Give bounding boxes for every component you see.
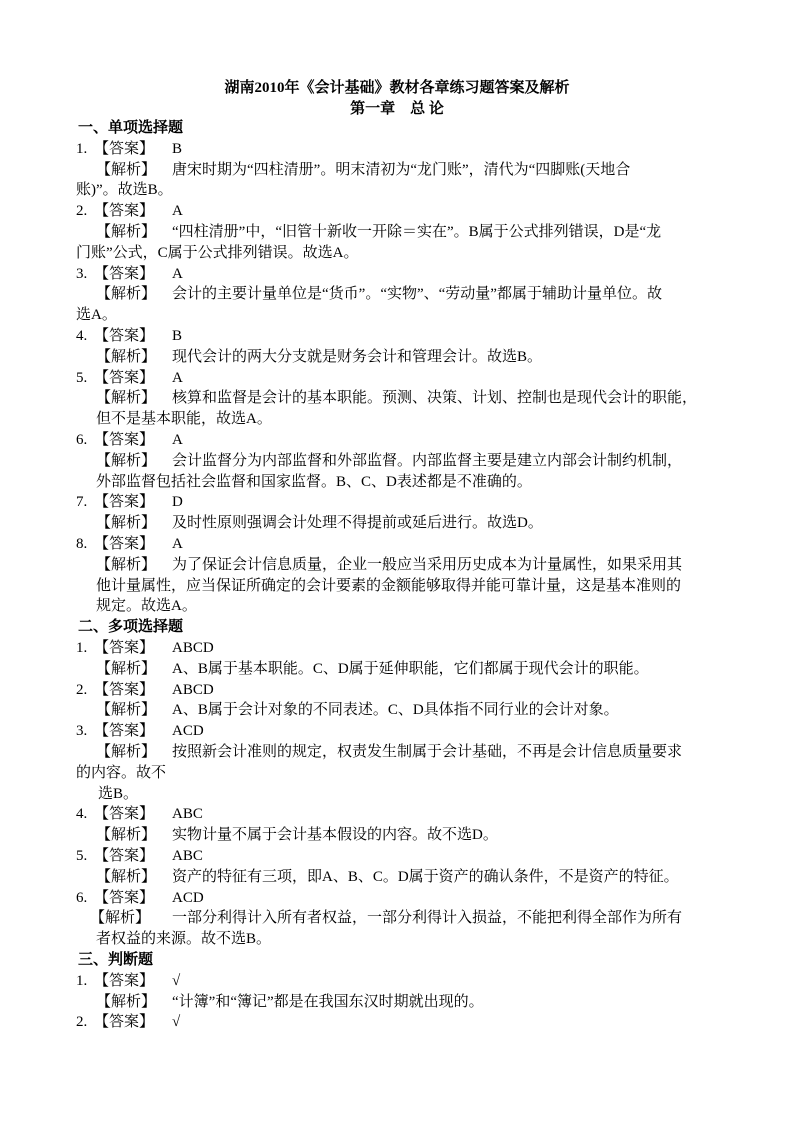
- item-number: 6.: [76, 432, 88, 448]
- explanation-label: 【解析】: [96, 348, 157, 365]
- item-number: 2.: [76, 1014, 88, 1031]
- explanation-text: 会计的主要计量单位是“货币”。“实物”、“劳动量”都属于辅助计量单位。故: [172, 286, 662, 303]
- explanation-text-continued: 账)”。故选B。: [76, 182, 173, 199]
- explanation-text: 按照新会计准则的规定，权责发生制属于会计基础，不再是会计信息质量要求: [172, 744, 683, 760]
- explanation-text: 核算和监督是会计的基本职能。预测、决策、计划、控制也是现代会计的职能，: [172, 390, 698, 407]
- answer-label: 【答案】: [94, 640, 155, 656]
- explanation-text: 唐宋时期为“四柱清册”。明末清初为“龙门账”，清代为“四脚账(天地合: [172, 161, 631, 178]
- answer-value: A: [172, 536, 183, 552]
- answer-value: ACD: [172, 723, 204, 740]
- answer-line: [76, 847, 203, 865]
- answer-value: ABCD: [172, 681, 214, 698]
- explanation-text-continued: 他计量属性，应当保证所确定的会计要素的金额能够取得并能可靠计量，这是基本准则的: [96, 577, 682, 594]
- answer-value: ABC: [172, 848, 203, 864]
- answer-label: 【答案】: [94, 536, 155, 552]
- chapter-heading: 第一章 总 论: [350, 101, 444, 117]
- answer-value: A: [172, 265, 183, 282]
- answer-line: [76, 369, 183, 387]
- explanation-label: 【解析】: [96, 515, 157, 532]
- explanation-text-continued: 选B。: [98, 785, 139, 802]
- answer-line: [76, 889, 204, 907]
- answer-value: √: [172, 1014, 181, 1031]
- answer-line: [76, 681, 214, 699]
- item-number: 1.: [76, 640, 88, 656]
- answer-label: 【答案】: [94, 889, 155, 906]
- item-number: 7.: [76, 494, 88, 511]
- explanation-label: 【解析】: [96, 452, 157, 469]
- explanation-text: “计簿”和“簿记”都是在我国东汉时期就出现的。: [172, 993, 484, 1010]
- explanation-text: 资产的特征有三项，即A、B、C。D属于资产的确认条件，不是资产的特征。: [172, 868, 679, 885]
- answer-label: 【答案】: [94, 203, 155, 220]
- explanation-text-continued: 规定。故选A。: [96, 598, 197, 615]
- explanation-text-continued: 者权益的来源。故不选B。: [96, 931, 272, 948]
- item-number: 4.: [76, 328, 88, 344]
- item-number: 5.: [76, 848, 88, 864]
- answer-line: [76, 722, 204, 740]
- explanation-text-continued: 但不是基本职能，故选A。: [96, 411, 272, 428]
- explanation-label: 【解析】: [96, 286, 157, 303]
- answer-label: 【答案】: [94, 848, 155, 864]
- explanation-label: 【解析】: [96, 556, 157, 573]
- answer-label: 【答案】: [94, 140, 155, 157]
- item-number: 3.: [76, 723, 88, 740]
- document-title: 湖南2010年《会计基础》教材各章练习题答案及解析: [224, 80, 570, 96]
- explanation-text: 一部分利得计入所有者权益，一部分利得计入损益，不能把利得全部作为所有: [172, 910, 683, 927]
- explanation-text-continued: 外部监督包括社会监督和国家监督。B、C、D表述都是不准确的。: [96, 473, 532, 490]
- explanation-text: 实物计量不属于会计基本假设的内容。故不选D。: [172, 827, 498, 844]
- answer-value: ACD: [172, 889, 204, 906]
- answer-value: A: [172, 369, 183, 386]
- explanation-text: 现代会计的两大分支就是财务会计和管理会计。故选B。: [172, 348, 543, 365]
- explanation-label: 【解析】: [96, 702, 157, 719]
- answer-line: [76, 1013, 180, 1031]
- explanation-text-continued: 的内容。故不: [76, 764, 167, 781]
- explanation-text: A、B属于基本职能。C、D属于延伸职能，它们都属于现代会计的职能。: [172, 660, 649, 677]
- item-number: 6.: [76, 889, 88, 906]
- explanation-text: A、B属于会计对象的不同表述。C、D具体指不同行业的会计对象。: [172, 702, 619, 719]
- answer-label: 【答案】: [94, 265, 155, 282]
- answer-line: [76, 805, 203, 823]
- item-number: 2.: [76, 203, 88, 220]
- answer-value: A: [172, 432, 183, 448]
- section-heading: 二、多项选择题: [78, 619, 184, 636]
- item-number: 4.: [76, 806, 88, 823]
- answer-line: [76, 493, 183, 511]
- answer-label: 【答案】: [94, 972, 155, 989]
- answer-label: 【答案】: [94, 681, 155, 698]
- item-number: 8.: [76, 536, 88, 552]
- answer-label: 【答案】: [94, 369, 155, 386]
- answer-label: 【答案】: [94, 432, 155, 448]
- answer-line: [76, 431, 183, 449]
- answer-line: [76, 265, 183, 283]
- item-number: 1.: [76, 972, 88, 989]
- explanation-text: “四柱清册”中，“旧管十新收一开除＝实在”。B属于公式排列错误，D是“龙: [172, 224, 662, 240]
- explanation-label: 【解析】: [96, 660, 157, 677]
- answer-line: [76, 535, 183, 553]
- answer-value: ABCD: [172, 640, 214, 656]
- explanation-text: 会计监督分为内部监督和外部监督。内部监督主要是建立内部会计制约机制，: [172, 452, 683, 469]
- explanation-text-continued: 门账”公式，C属于公式排列错误。故选A。: [76, 244, 359, 261]
- explanation-label: 【解析】: [96, 827, 157, 844]
- answer-line: [76, 140, 182, 158]
- answer-value: ABC: [172, 806, 203, 823]
- answer-line: [76, 202, 183, 220]
- explanation-text: 及时性原则强调会计处理不得提前或延后进行。故选D。: [172, 515, 543, 532]
- explanation-label: 【解析】: [90, 910, 151, 927]
- item-number: 3.: [76, 265, 88, 282]
- explanation-text-continued: 选A。: [76, 307, 117, 324]
- explanation-label: 【解析】: [96, 868, 157, 885]
- item-number: 5.: [76, 369, 88, 386]
- answer-label: 【答案】: [94, 723, 155, 740]
- answer-value: B: [172, 328, 183, 344]
- explanation-label: 【解析】: [96, 993, 157, 1010]
- answer-value: B: [172, 140, 183, 157]
- explanation-text: 为了保证会计信息质量，企业一般应当采用历史成本为计量属性，如果采用其: [172, 556, 683, 573]
- explanation-label: 【解析】: [96, 161, 157, 178]
- answer-label: 【答案】: [94, 806, 155, 823]
- answer-label: 【答案】: [94, 1014, 155, 1031]
- answer-label: 【答案】: [94, 328, 155, 344]
- answer-value: A: [172, 203, 183, 220]
- answer-line: [76, 639, 214, 657]
- answer-line: [76, 327, 182, 345]
- item-number: 1.: [76, 140, 88, 157]
- explanation-label: 【解析】: [96, 224, 157, 240]
- answer-value: √: [172, 972, 181, 989]
- section-heading: 一、单项选择题: [78, 120, 184, 136]
- explanation-label: 【解析】: [96, 390, 157, 407]
- answer-line: [76, 972, 180, 990]
- answer-label: 【答案】: [94, 494, 155, 511]
- item-number: 2.: [76, 681, 88, 698]
- section-heading: 三、判断题: [78, 952, 154, 968]
- answer-value: D: [172, 494, 183, 511]
- explanation-label: 【解析】: [96, 744, 157, 760]
